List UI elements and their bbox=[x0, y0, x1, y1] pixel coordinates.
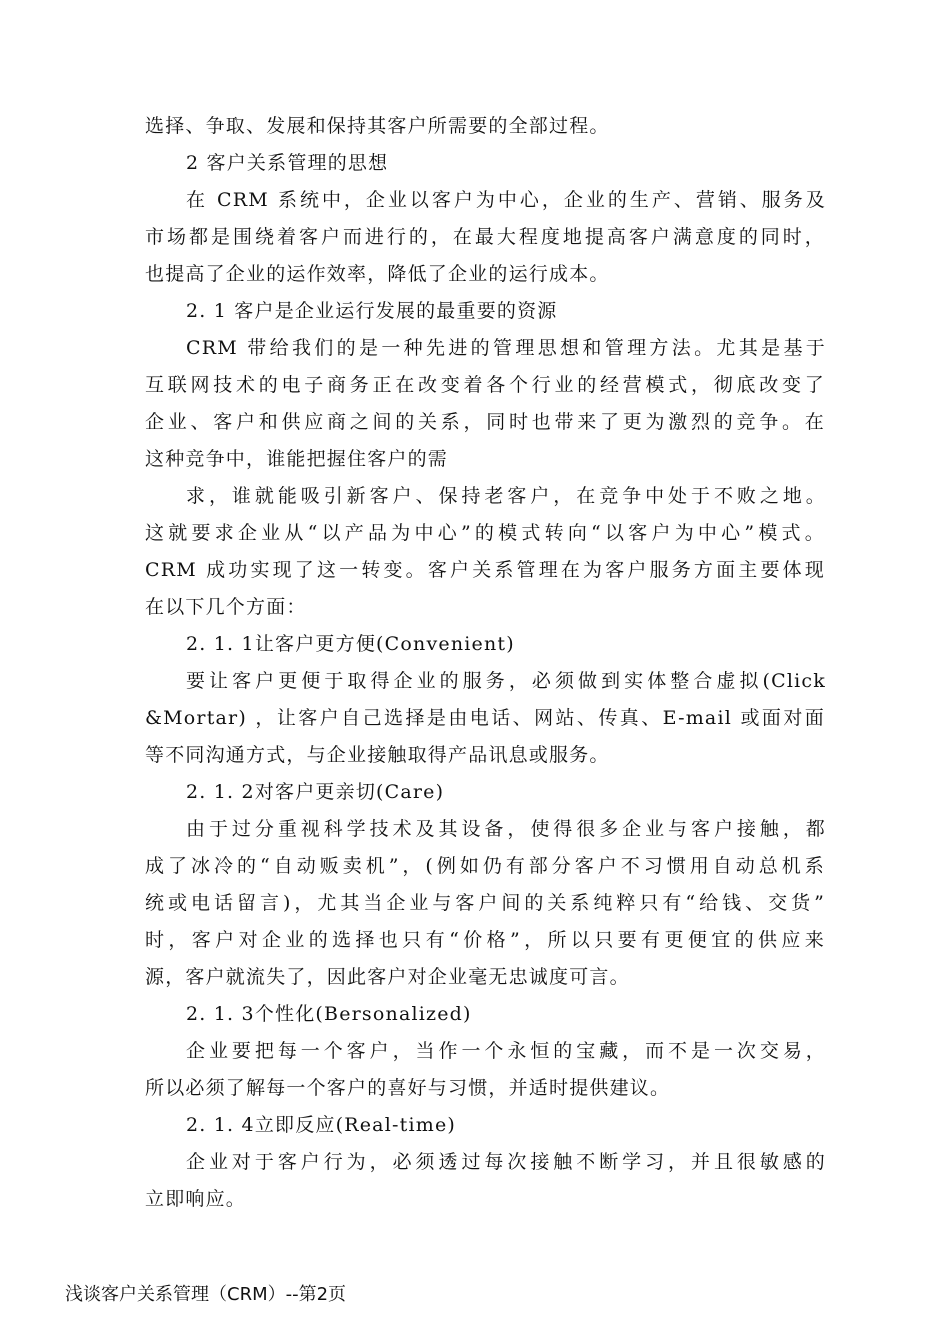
body-line-10: 这种竞争中，谁能把握住客户的需 bbox=[145, 448, 449, 470]
body-line-13: CRM 成功实现了这一转变。客户关系管理在为客户服务方面主要体现 bbox=[145, 559, 825, 581]
section-heading-2-1-1: 2. 1. 1让客户更方便(Convenient) bbox=[186, 633, 515, 655]
body-line-26: 企业要把每一个客户，当作一个永恒的宝藏，而不是一次交易， bbox=[186, 1040, 826, 1062]
body-line-30: 立即响应。 bbox=[145, 1188, 247, 1210]
body-line-9: 企业、客户和供应商之间的关系，同时也带来了更为激烈的竞争。在 bbox=[145, 411, 825, 433]
body-line-3: 在 CRM 系统中，企业以客户为中心，企业的生产、营销、服务及 bbox=[186, 189, 826, 211]
body-line-12: 这就要求企业从“以产品为中心”的模式转向“以客户为中心”模式。 bbox=[145, 522, 825, 544]
body-line-1: 选择、争取、发展和保持其客户所需要的全部过程。 bbox=[145, 115, 610, 137]
section-heading-2-1-4: 2. 1. 4立即反应(Real-time) bbox=[186, 1114, 456, 1136]
section-heading-2-1: 2. 1 客户是企业运行发展的最重要的资源 bbox=[186, 300, 558, 322]
body-line-29: 企业对于客户行为，必须透过每次接触不断学习，并且很敏感的 bbox=[186, 1151, 826, 1173]
body-line-21: 成了冰冷的“自动贩卖机”，(例如仍有部分客户不习惯用自动总机系 bbox=[145, 855, 825, 877]
body-line-7: CRM 带给我们的是一种先进的管理思想和管理方法。尤其是基于 bbox=[186, 337, 826, 359]
body-line-17: &Mortar) ，让客户自己选择是由电话、网站、传真、E-mail 或面对面 bbox=[145, 707, 825, 729]
page-footer: 浅谈客户关系管理（CRM）--第2页 bbox=[65, 1284, 347, 1305]
section-heading-2: 2 客户关系管理的思想 bbox=[186, 152, 389, 174]
body-line-14: 在以下几个方面： bbox=[145, 596, 307, 618]
section-heading-2-1-3: 2. 1. 3个性化(Bersonalized) bbox=[186, 1003, 472, 1025]
body-line-4: 市场都是围绕着客户而进行的，在最大程度地提高客户满意度的同时， bbox=[145, 226, 825, 248]
body-line-22: 统或电话留言)，尤其当企业与客户间的关系纯粹只有“给钱、交货” bbox=[145, 892, 825, 914]
body-line-27: 所以必须了解每一个客户的喜好与习惯，并适时提供建议。 bbox=[145, 1077, 671, 1099]
body-line-8: 互联网技术的电子商务正在改变着各个行业的经营模式，彻底改变了 bbox=[145, 374, 825, 396]
body-line-11: 求，谁就能吸引新客户、保持老客户，在竞争中处于不败之地。 bbox=[186, 485, 826, 507]
section-heading-2-1-2: 2. 1. 2对客户更亲切(Care) bbox=[186, 781, 445, 803]
body-line-16: 要让客户更便于取得企业的服务，必须做到实体整合虚拟(Click bbox=[186, 670, 826, 692]
body-line-18: 等不同沟通方式，与企业接触取得产品讯息或服务。 bbox=[145, 744, 610, 766]
body-line-20: 由于过分重视科学技术及其设备，使得很多企业与客户接触，都 bbox=[186, 818, 826, 840]
body-line-23: 时，客户对企业的选择也只有“价格”，所以只要有更便宜的供应来 bbox=[145, 929, 825, 951]
body-line-5: 也提高了企业的运作效率，降低了企业的运行成本。 bbox=[145, 263, 610, 285]
body-line-24: 源，客户就流失了，因此客户对企业毫无忠诚度可言。 bbox=[145, 966, 630, 988]
